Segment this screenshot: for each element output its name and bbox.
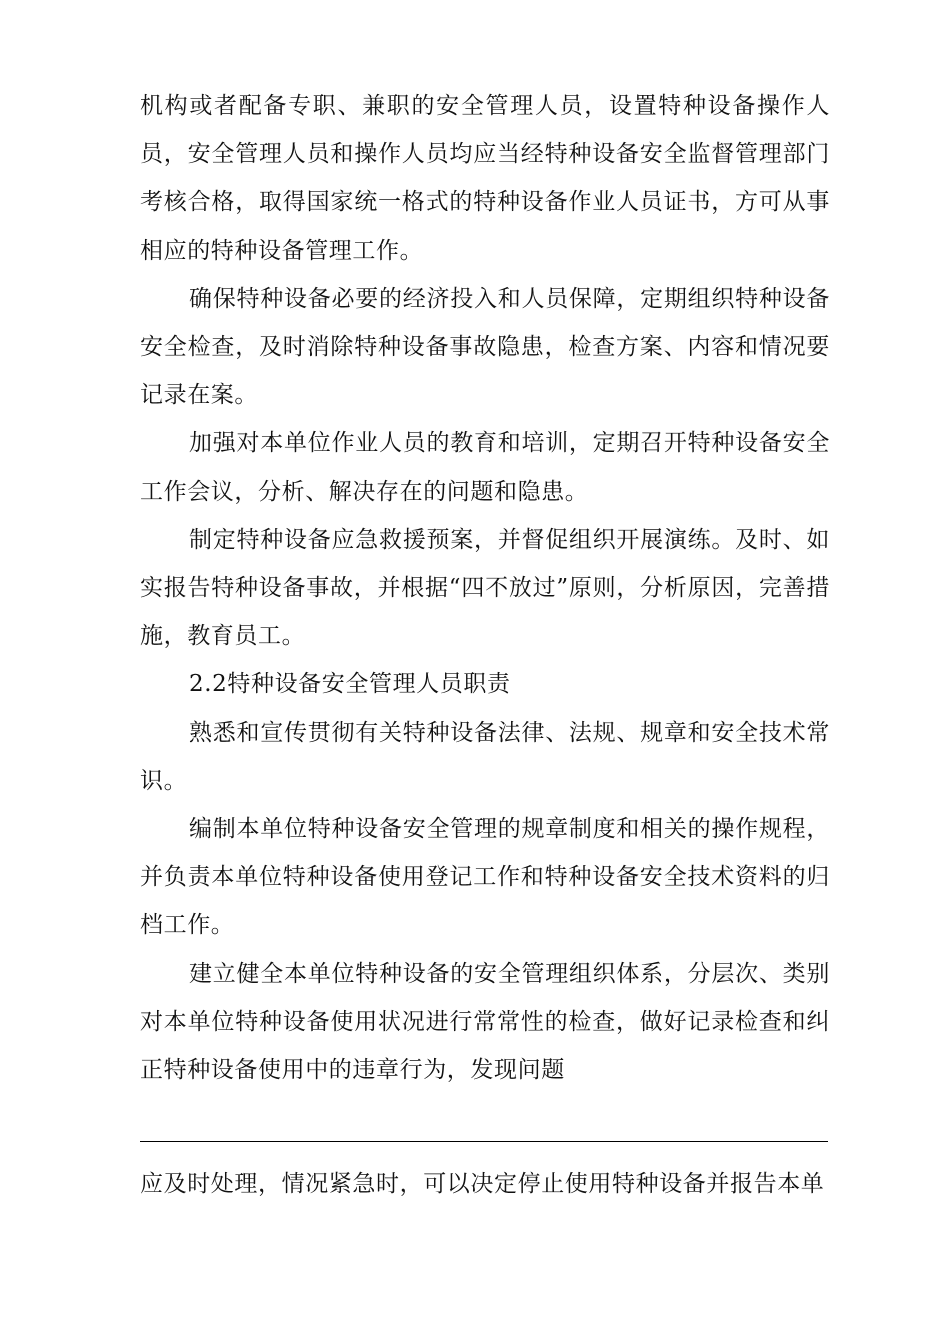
body-text — [140, 82, 830, 1094]
paragraph-body: 机构或者配备专职、兼职的安全管理人员，设置特种设备操作人员，安全管理人员和操作人员均应当经特种设备安全监督管理部门考核合格，取得国家统一格式的特种设备作业人员证书，方可从事相应的特种设备管理工作。 — [140, 93, 830, 264]
paragraph-body: 加强对本单位作业人员的教育和培训，定期召开特种设备安全工作会议，分析、解决存在的问题和隐患。 — [140, 430, 830, 505]
paragraph-body: 建立健全本单位特种设备的安全管理组织体系，分层次、类别对本单位特种设备使用状况进行常常性的检查，做好记录检查和纠正特种设备使用中的违章行为，发现问题 — [140, 960, 830, 1084]
continuation-text: 应及时处理，情况紧急时，可以决定停止使用特种设备并报告本单 — [140, 1171, 825, 1197]
paragraph-body: 编制本单位特种设备安全管理的规章制度和相关的操作规程，并负责本单位特种设备使用登记工作和特种设备安全技术资料的归档工作。 — [140, 816, 830, 939]
paragraph-body: 熟悉和宣传贯彻有关特种设备法律、法规、规章和安全技术常识。 — [140, 719, 830, 794]
paragraph-body: 确保特种设备必要的经济投入和人员保障，定期组织特种设备安全检查，及时消除特种设备事故隐患，检查方案、内容和情况要记录在案。 — [140, 285, 830, 409]
paragraph-body: 制定特种设备应急救援预案，并督促组织开展演练。及时、如实报告特种设备事故，并根据“四不放过”原则，分析原因，完善措施，教育员工。 — [140, 526, 830, 650]
section-heading: 2.2特种设备安全管理人员职责 — [189, 671, 511, 698]
page-divider-line — [140, 1141, 828, 1142]
